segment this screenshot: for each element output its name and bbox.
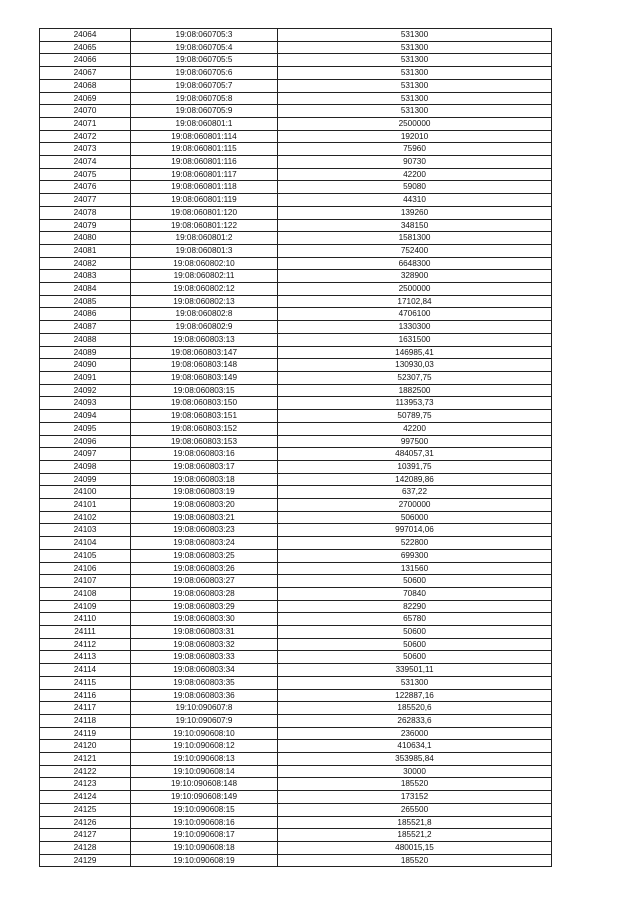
cadastral-number-cell: 19:08:060801:3	[131, 244, 278, 257]
cadastral-number-cell: 19:08:060803:151	[131, 410, 278, 423]
table-row	[40, 714, 552, 727]
table-row	[40, 727, 552, 740]
cadastral-number-cell: 19:08:060705:8	[131, 92, 278, 105]
table-body	[40, 29, 552, 867]
table-row	[40, 524, 552, 537]
value-cell: 50600	[278, 626, 552, 639]
table-row	[40, 537, 552, 550]
value-cell: 50600	[278, 651, 552, 664]
table-row	[40, 397, 552, 410]
value-cell: 122887,16	[278, 689, 552, 702]
value-cell: 59080	[278, 181, 552, 194]
cadastral-number-cell: 19:10:090608:13	[131, 753, 278, 766]
value-cell: 1631500	[278, 333, 552, 346]
value-cell: 531300	[278, 79, 552, 92]
table-row	[40, 29, 552, 42]
value-cell: 1330300	[278, 321, 552, 334]
cadastral-number-cell: 19:08:060803:28	[131, 587, 278, 600]
cadastral-number-cell: 19:08:060803:153	[131, 435, 278, 448]
table-row	[40, 842, 552, 855]
row-number-cell: 24064	[40, 29, 131, 42]
cadastral-number-cell: 19:08:060801:120	[131, 206, 278, 219]
table-row	[40, 143, 552, 156]
value-cell: 531300	[278, 105, 552, 118]
cadastral-number-cell: 19:08:060803:33	[131, 651, 278, 664]
value-cell: 480015,15	[278, 842, 552, 855]
table-row	[40, 219, 552, 232]
value-cell: 236000	[278, 727, 552, 740]
cadastral-number-cell: 19:10:090608:10	[131, 727, 278, 740]
row-number-cell: 24089	[40, 346, 131, 359]
table-row	[40, 575, 552, 588]
value-cell: 146985,41	[278, 346, 552, 359]
table-row	[40, 295, 552, 308]
cadastral-number-cell: 19:08:060801:118	[131, 181, 278, 194]
row-number-cell: 24083	[40, 270, 131, 283]
cadastral-number-cell: 19:08:060803:27	[131, 575, 278, 588]
value-cell: 185521,2	[278, 829, 552, 842]
row-number-cell: 24095	[40, 422, 131, 435]
row-number-cell: 24098	[40, 460, 131, 473]
cadastral-number-cell: 19:08:060803:26	[131, 562, 278, 575]
table-row	[40, 486, 552, 499]
value-cell: 2500000	[278, 283, 552, 296]
value-cell: 130930,03	[278, 359, 552, 372]
cadastral-number-cell: 19:08:060803:148	[131, 359, 278, 372]
value-cell: 506000	[278, 511, 552, 524]
value-cell: 265500	[278, 803, 552, 816]
row-number-cell: 24104	[40, 537, 131, 550]
value-cell: 75960	[278, 143, 552, 156]
value-cell: 113953,73	[278, 397, 552, 410]
row-number-cell: 24106	[40, 562, 131, 575]
row-number-cell: 24094	[40, 410, 131, 423]
row-number-cell: 24126	[40, 816, 131, 829]
value-cell: 10391,75	[278, 460, 552, 473]
value-cell: 50600	[278, 575, 552, 588]
row-number-cell: 24109	[40, 600, 131, 613]
cadastral-number-cell: 19:08:060802:12	[131, 283, 278, 296]
cadastral-number-cell: 19:08:060705:9	[131, 105, 278, 118]
row-number-cell: 24084	[40, 283, 131, 296]
table-row	[40, 333, 552, 346]
table-row	[40, 460, 552, 473]
cadastral-number-cell: 19:08:060802:8	[131, 308, 278, 321]
row-number-cell: 24096	[40, 435, 131, 448]
cadastral-number-cell: 19:08:060803:24	[131, 537, 278, 550]
row-number-cell: 24073	[40, 143, 131, 156]
cadastral-number-cell: 19:08:060803:149	[131, 371, 278, 384]
row-number-cell: 24103	[40, 524, 131, 537]
value-cell: 42200	[278, 422, 552, 435]
row-number-cell: 24086	[40, 308, 131, 321]
cadastral-number-cell: 19:08:060803:32	[131, 638, 278, 651]
row-number-cell: 24113	[40, 651, 131, 664]
value-cell: 531300	[278, 67, 552, 80]
cadastral-number-cell: 19:08:060801:119	[131, 194, 278, 207]
value-cell: 410634,1	[278, 740, 552, 753]
value-cell: 6648300	[278, 257, 552, 270]
cadastral-number-cell: 19:10:090608:14	[131, 765, 278, 778]
row-number-cell: 24111	[40, 626, 131, 639]
table-row	[40, 194, 552, 207]
cadastral-number-cell: 19:08:060803:15	[131, 384, 278, 397]
cadastral-number-cell: 19:08:060803:29	[131, 600, 278, 613]
value-cell: 997014,06	[278, 524, 552, 537]
cadastral-value-table	[39, 28, 552, 867]
table-row	[40, 829, 552, 842]
cadastral-number-cell: 19:10:090607:9	[131, 714, 278, 727]
cadastral-number-cell: 19:08:060803:20	[131, 499, 278, 512]
cadastral-number-cell: 19:08:060801:116	[131, 156, 278, 169]
cadastral-number-cell: 19:08:060705:3	[131, 29, 278, 42]
cadastral-number-cell: 19:08:060705:7	[131, 79, 278, 92]
value-cell: 484057,31	[278, 448, 552, 461]
value-cell: 997500	[278, 435, 552, 448]
table-row	[40, 587, 552, 600]
value-cell: 192010	[278, 130, 552, 143]
value-cell: 70840	[278, 587, 552, 600]
cadastral-number-cell: 19:08:060705:6	[131, 67, 278, 80]
row-number-cell: 24112	[40, 638, 131, 651]
table-row	[40, 359, 552, 372]
cadastral-number-cell: 19:08:060803:31	[131, 626, 278, 639]
row-number-cell: 24110	[40, 613, 131, 626]
row-number-cell: 24097	[40, 448, 131, 461]
value-cell: 185520,6	[278, 702, 552, 715]
cadastral-number-cell: 19:10:090608:17	[131, 829, 278, 842]
value-cell: 637,22	[278, 486, 552, 499]
row-number-cell: 24127	[40, 829, 131, 842]
row-number-cell: 24090	[40, 359, 131, 372]
cadastral-number-cell: 19:08:060803:23	[131, 524, 278, 537]
row-number-cell: 24117	[40, 702, 131, 715]
value-cell: 82290	[278, 600, 552, 613]
row-number-cell: 24077	[40, 194, 131, 207]
row-number-cell: 24078	[40, 206, 131, 219]
value-cell: 65780	[278, 613, 552, 626]
table-row	[40, 562, 552, 575]
table-row	[40, 803, 552, 816]
cadastral-number-cell: 19:08:060803:18	[131, 473, 278, 486]
value-cell: 185520	[278, 778, 552, 791]
cadastral-number-cell: 19:10:090608:18	[131, 842, 278, 855]
value-cell: 2700000	[278, 499, 552, 512]
table-row	[40, 181, 552, 194]
row-number-cell: 24080	[40, 232, 131, 245]
row-number-cell: 24082	[40, 257, 131, 270]
cadastral-number-cell: 19:08:060801:114	[131, 130, 278, 143]
table-row	[40, 168, 552, 181]
value-cell: 699300	[278, 549, 552, 562]
table-row	[40, 422, 552, 435]
table-row	[40, 92, 552, 105]
cadastral-number-cell: 19:08:060705:5	[131, 54, 278, 67]
table-row	[40, 765, 552, 778]
cadastral-number-cell: 19:08:060801:1	[131, 117, 278, 130]
row-number-cell: 24069	[40, 92, 131, 105]
value-cell: 1882500	[278, 384, 552, 397]
row-number-cell: 24099	[40, 473, 131, 486]
table-row	[40, 689, 552, 702]
value-cell: 42200	[278, 168, 552, 181]
row-number-cell: 24087	[40, 321, 131, 334]
table-row	[40, 702, 552, 715]
row-number-cell: 24102	[40, 511, 131, 524]
row-number-cell: 24068	[40, 79, 131, 92]
table-row	[40, 371, 552, 384]
table-row	[40, 651, 552, 664]
value-cell: 44310	[278, 194, 552, 207]
row-number-cell: 24105	[40, 549, 131, 562]
value-cell: 142089,86	[278, 473, 552, 486]
table-row	[40, 778, 552, 791]
cadastral-number-cell: 19:08:060803:152	[131, 422, 278, 435]
cadastral-number-cell: 19:08:060803:19	[131, 486, 278, 499]
value-cell: 139260	[278, 206, 552, 219]
table-row	[40, 740, 552, 753]
cadastral-number-cell: 19:08:060803:36	[131, 689, 278, 702]
cadastral-number-cell: 19:08:060803:17	[131, 460, 278, 473]
value-cell: 339501,11	[278, 664, 552, 677]
cadastral-number-cell: 19:08:060802:10	[131, 257, 278, 270]
cadastral-number-cell: 19:08:060803:25	[131, 549, 278, 562]
value-cell: 185520	[278, 854, 552, 867]
table-row	[40, 511, 552, 524]
cadastral-number-cell: 19:08:060802:11	[131, 270, 278, 283]
table-row	[40, 117, 552, 130]
table-row	[40, 308, 552, 321]
row-number-cell: 24122	[40, 765, 131, 778]
row-number-cell: 24124	[40, 791, 131, 804]
value-cell: 522800	[278, 537, 552, 550]
row-number-cell: 24067	[40, 67, 131, 80]
value-cell: 752400	[278, 244, 552, 257]
table-row	[40, 130, 552, 143]
cadastral-number-cell: 19:08:060803:150	[131, 397, 278, 410]
value-cell: 173152	[278, 791, 552, 804]
row-number-cell: 24065	[40, 41, 131, 54]
table-row	[40, 753, 552, 766]
cadastral-number-cell: 19:08:060801:122	[131, 219, 278, 232]
table-row	[40, 676, 552, 689]
table-row	[40, 600, 552, 613]
cadastral-number-cell: 19:08:060803:21	[131, 511, 278, 524]
value-cell: 131560	[278, 562, 552, 575]
table-row	[40, 791, 552, 804]
cadastral-number-cell: 19:08:060803:147	[131, 346, 278, 359]
value-cell: 1581300	[278, 232, 552, 245]
row-number-cell: 24114	[40, 664, 131, 677]
row-number-cell: 24123	[40, 778, 131, 791]
value-cell: 531300	[278, 676, 552, 689]
table-row	[40, 257, 552, 270]
cadastral-number-cell: 19:08:060803:30	[131, 613, 278, 626]
row-number-cell: 24075	[40, 168, 131, 181]
value-cell: 348150	[278, 219, 552, 232]
table-row	[40, 156, 552, 169]
row-number-cell: 24100	[40, 486, 131, 499]
row-number-cell: 24091	[40, 371, 131, 384]
row-number-cell: 24115	[40, 676, 131, 689]
row-number-cell: 24074	[40, 156, 131, 169]
cadastral-number-cell: 19:10:090608:16	[131, 816, 278, 829]
cadastral-number-cell: 19:10:090608:12	[131, 740, 278, 753]
row-number-cell: 24088	[40, 333, 131, 346]
table-row	[40, 79, 552, 92]
table-row	[40, 54, 552, 67]
table-row	[40, 232, 552, 245]
value-cell: 531300	[278, 29, 552, 42]
row-number-cell: 24092	[40, 384, 131, 397]
table-row	[40, 854, 552, 867]
row-number-cell: 24121	[40, 753, 131, 766]
row-number-cell: 24079	[40, 219, 131, 232]
cadastral-number-cell: 19:10:090608:148	[131, 778, 278, 791]
row-number-cell: 24125	[40, 803, 131, 816]
table-row	[40, 244, 552, 257]
cadastral-number-cell: 19:08:060801:2	[131, 232, 278, 245]
value-cell: 50789,75	[278, 410, 552, 423]
table-row	[40, 613, 552, 626]
value-cell: 50600	[278, 638, 552, 651]
cadastral-number-cell: 19:08:060802:9	[131, 321, 278, 334]
table-row	[40, 816, 552, 829]
row-number-cell: 24066	[40, 54, 131, 67]
table-row	[40, 638, 552, 651]
cadastral-number-cell: 19:08:060803:13	[131, 333, 278, 346]
table-row	[40, 473, 552, 486]
table-row	[40, 549, 552, 562]
table-row	[40, 206, 552, 219]
row-number-cell: 24081	[40, 244, 131, 257]
table-row	[40, 448, 552, 461]
cadastral-number-cell: 19:08:060801:115	[131, 143, 278, 156]
table-row	[40, 435, 552, 448]
value-cell: 17102,84	[278, 295, 552, 308]
row-number-cell: 24119	[40, 727, 131, 740]
row-number-cell: 24108	[40, 587, 131, 600]
row-number-cell: 24107	[40, 575, 131, 588]
cadastral-number-cell: 19:10:090608:19	[131, 854, 278, 867]
row-number-cell: 24072	[40, 130, 131, 143]
value-cell: 531300	[278, 41, 552, 54]
value-cell: 531300	[278, 92, 552, 105]
cadastral-number-cell: 19:10:090608:149	[131, 791, 278, 804]
value-cell: 353985,84	[278, 753, 552, 766]
cadastral-number-cell: 19:10:090608:15	[131, 803, 278, 816]
row-number-cell: 24128	[40, 842, 131, 855]
row-number-cell: 24120	[40, 740, 131, 753]
value-cell: 4706100	[278, 308, 552, 321]
table-row	[40, 67, 552, 80]
row-number-cell: 24070	[40, 105, 131, 118]
value-cell: 90730	[278, 156, 552, 169]
value-cell: 262833,6	[278, 714, 552, 727]
table-row	[40, 270, 552, 283]
table-row	[40, 105, 552, 118]
row-number-cell: 24093	[40, 397, 131, 410]
cadastral-number-cell: 19:10:090607:8	[131, 702, 278, 715]
cadastral-number-cell: 19:08:060803:35	[131, 676, 278, 689]
row-number-cell: 24129	[40, 854, 131, 867]
value-cell: 30000	[278, 765, 552, 778]
row-number-cell: 24085	[40, 295, 131, 308]
value-cell: 2500000	[278, 117, 552, 130]
row-number-cell: 24071	[40, 117, 131, 130]
row-number-cell: 24116	[40, 689, 131, 702]
row-number-cell: 24118	[40, 714, 131, 727]
row-number-cell: 24101	[40, 499, 131, 512]
cadastral-number-cell: 19:08:060801:117	[131, 168, 278, 181]
row-number-cell: 24076	[40, 181, 131, 194]
cadastral-number-cell: 19:08:060705:4	[131, 41, 278, 54]
table-row	[40, 499, 552, 512]
value-cell: 531300	[278, 54, 552, 67]
table-row	[40, 321, 552, 334]
table-row	[40, 283, 552, 296]
table-row	[40, 41, 552, 54]
cadastral-number-cell: 19:08:060803:34	[131, 664, 278, 677]
table-row	[40, 384, 552, 397]
value-cell: 185521,8	[278, 816, 552, 829]
value-cell: 52307,75	[278, 371, 552, 384]
cadastral-number-cell: 19:08:060803:16	[131, 448, 278, 461]
table-row	[40, 346, 552, 359]
cadastral-number-cell: 19:08:060802:13	[131, 295, 278, 308]
value-cell: 328900	[278, 270, 552, 283]
table-row	[40, 410, 552, 423]
table-row	[40, 626, 552, 639]
table-row	[40, 664, 552, 677]
